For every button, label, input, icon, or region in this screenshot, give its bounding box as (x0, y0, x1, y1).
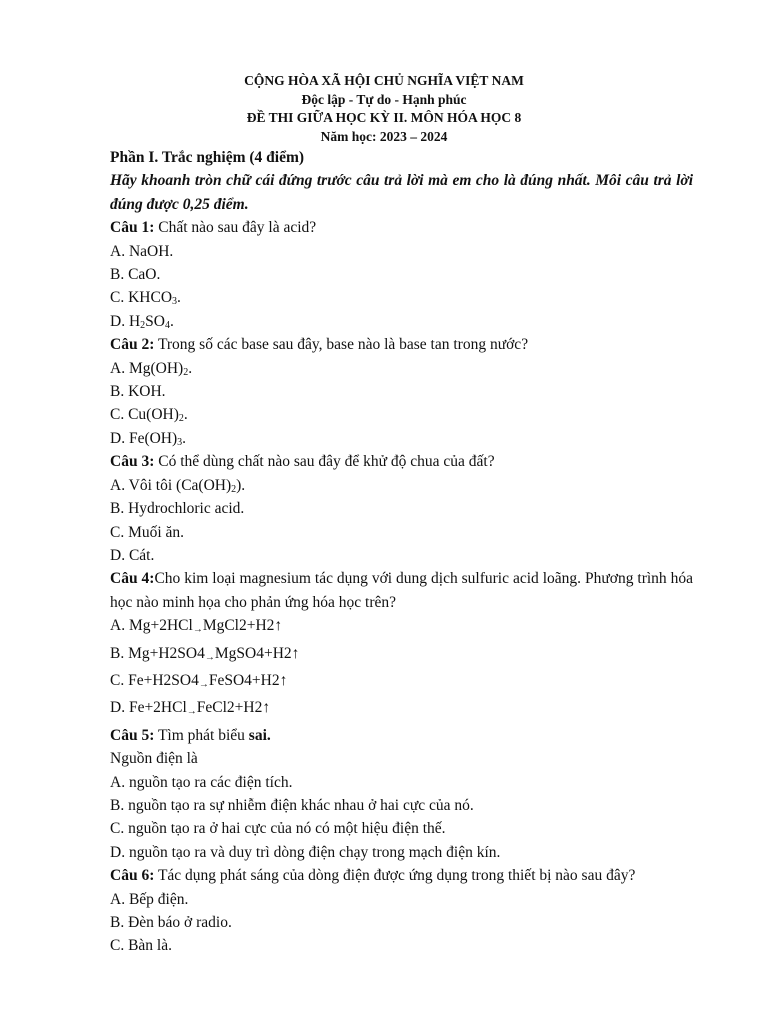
q3-option-a: A. Vôi tôi $(Ca(OH)_2)$. (110, 476, 246, 495)
q5-option-d: D. nguồn tạo ra và duy trì dòng điện chạy trong mạch điện kín. (110, 843, 501, 861)
arrow-icon: → (198, 678, 209, 690)
section-title: Phần I. Trắc nghiệm (4 điểm) (110, 149, 305, 166)
q4-option-c: C. Fe+H2SO4→FeSO4+H2↑ (110, 671, 288, 690)
q5-option-c: C. nguồn tạo ra ở hai cực của nó có một hiệu điện thế. (110, 820, 446, 838)
q5-stem: Nguồn điện là (110, 750, 198, 768)
question-1 (110, 216, 693, 239)
q2-option-b: B. KOH. (110, 383, 166, 401)
question-label: Câu 4: (110, 570, 155, 588)
question-text: Cho kim loại magnesium tác dụng với dung dịch sulfuric acid loãng. Phương trình hóa học nào minh họa cho phản ứng hóa học trên? (110, 570, 693, 611)
question-text: Có thể dùng chất nào sau đây để khử độ chua của đất? (154, 453, 495, 471)
question-5 (110, 724, 693, 747)
national-motto: Độc lập - Tự do - Hạnh phúc (301, 91, 467, 107)
question-text: Chất nào sau đây là acid? (154, 219, 317, 237)
q4-option-b: B. Mg+H2SO4→MgSO4+H2↑ (110, 644, 300, 663)
arrow-icon: → (204, 651, 215, 663)
question-label: Câu 5: (110, 726, 155, 744)
exam-body (110, 146, 693, 958)
q6-option-a: A. Bếp điện. (110, 890, 189, 908)
q3-option-c: C. Muối ăn. (110, 523, 185, 541)
question-label: Câu 2: (110, 336, 155, 354)
school-year: Năm học: 2023 – 2024 (320, 128, 448, 144)
question-text: Trong số các base sau đây, base nào là base tan trong nước? (154, 336, 529, 354)
q2-option-d: D. $Fe(OH)_3$. (110, 429, 187, 448)
q1-option-c: C. $KHCO_3$. (110, 289, 181, 308)
question-text: Tác dụng phát sáng của dòng điện được ứng dụng trong thiết bị nào sau đây? (154, 867, 636, 885)
q1-option-a: A. NaOH. (110, 242, 174, 260)
arrow-icon: → (186, 706, 197, 718)
q3-option-b: B. Hydrochloric acid. (110, 500, 245, 518)
national-title: CỘNG HÒA XÃ HỘI CHỦ NGHĨA VIỆT NAM (244, 73, 524, 88)
question-4 (110, 567, 693, 614)
question-label: Câu 6: (110, 867, 155, 885)
q2-option-c: C. $Cu(OH)_2$. (110, 406, 188, 425)
document-header (0, 72, 768, 146)
exam-title: ĐỀ THI GIỮA HỌC KỲ II. MÔN HÓA HỌC 8 (246, 110, 522, 125)
q6-option-b: B. Đèn báo ở radio. (110, 914, 232, 931)
question-6 (110, 864, 693, 887)
q4-option-a: A. Mg+2HCl→MgCl2+H2↑ (110, 617, 283, 636)
q2-option-a: A. $Mg(OH)_2$. (110, 359, 193, 378)
question-text: Tìm phát biểu (154, 726, 249, 744)
section-instruction: Hãy khoanh tròn chữ cái đứng trước câu trả lời mà em cho là đúng nhất. Môi câu trả lời đúng được 0,25 điểm. (110, 172, 693, 213)
q5-option-a: A. nguồn tạo ra các điện tích. (110, 773, 293, 791)
question-label: Câu 3: (110, 453, 155, 471)
q4-option-d: D. Fe+2HCl→FeCl2+H2↑ (110, 699, 271, 718)
q6-option-c: C. Bàn là. (110, 937, 172, 955)
question-emphasis: sai. (248, 726, 271, 744)
q1-option-b: B. CaO. (110, 266, 161, 284)
question-3 (110, 450, 693, 473)
arrow-icon: → (192, 624, 203, 636)
q1-option-d: D. $H_2SO_4$. (110, 312, 174, 331)
q3-option-d: D. Cát. (110, 546, 155, 564)
question-label: Câu 1: (110, 219, 155, 237)
question-2 (110, 333, 693, 356)
q5-option-b: B. nguồn tạo ra sự nhiễm điện khác nhau ở hai cực của nó. (110, 796, 474, 814)
